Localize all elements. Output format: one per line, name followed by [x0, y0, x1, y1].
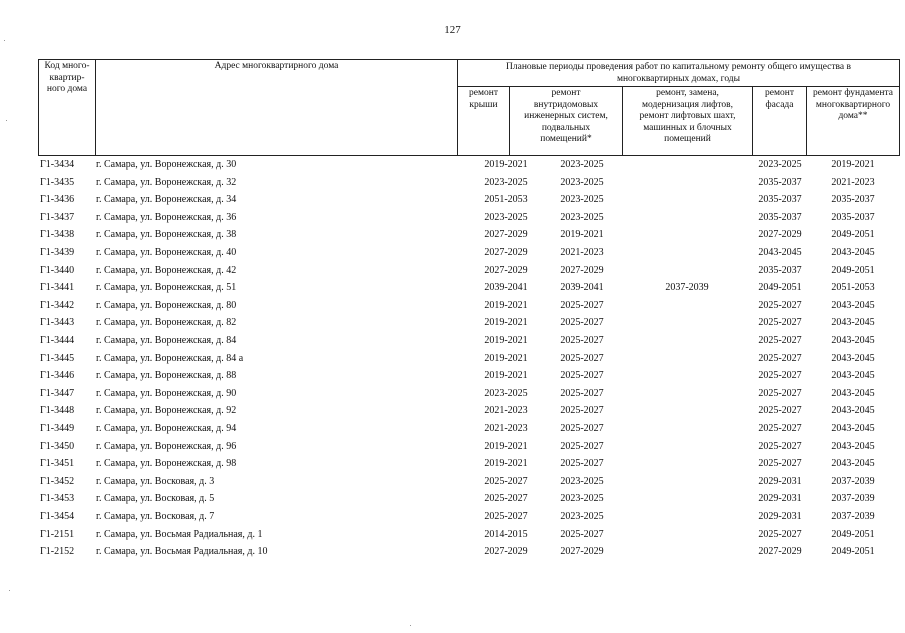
cell-roof: 2019-2021 — [484, 370, 528, 382]
cell-address: г. Самара, ул. Восьмая Радиальная, д. 10 — [96, 546, 268, 558]
cell-code: Г1-3441 — [40, 282, 75, 294]
cell-facade: 2025-2027 — [758, 528, 802, 540]
cell-internal: 2023-2025 — [560, 159, 604, 170]
cell-foundation: 2043-2045 — [831, 440, 875, 452]
cell-internal: 2023-2025 — [560, 176, 604, 188]
cell-roof: 2039-2041 — [484, 282, 528, 294]
cell-roof: 2021-2023 — [484, 423, 528, 434]
cell-address: г. Самара, ул. Воронежская, д. 82 — [96, 317, 237, 329]
cell-facade: 2025-2027 — [758, 299, 802, 311]
cell-internal: 2025-2027 — [560, 352, 604, 364]
cell-roof: 2023-2025 — [484, 211, 528, 223]
cell-roof: 2025-2027 — [484, 493, 528, 505]
table-row — [38, 262, 900, 280]
cell-facade: 2049-2051 — [758, 282, 802, 294]
cell-foundation: 2043-2045 — [831, 299, 875, 311]
cell-code: Г1-3449 — [40, 423, 75, 434]
table-row — [38, 314, 900, 332]
cell-facade: 2025-2027 — [758, 405, 802, 417]
cell-facade: 2035-2037 — [758, 176, 802, 188]
cell-facade: 2025-2027 — [758, 440, 802, 452]
header-internal: ремонт внутридомовых инженерных систем, подвальных помещений* — [509, 86, 623, 156]
cell-facade: 2029-2031 — [758, 511, 802, 522]
cell-foundation: 2035-2037 — [831, 194, 875, 206]
cell-address: г. Самара, ул. Воронежская, д. 84 — [96, 335, 237, 346]
cell-roof: 2051-2053 — [484, 194, 528, 206]
cell-roof: 2019-2021 — [484, 299, 528, 311]
cell-foundation: 2049-2051 — [831, 528, 875, 540]
table-row — [38, 508, 900, 526]
cell-internal: 2021-2023 — [560, 247, 604, 258]
cell-address: г. Самара, ул. Восковая, д. 7 — [96, 511, 215, 522]
cell-internal: 2025-2027 — [560, 405, 604, 417]
cell-internal: 2025-2027 — [560, 387, 604, 399]
header-lift: ремонт, замена, модернизация лифтов, ремонт лифтовых шахт, машинных и блочных помещений — [622, 86, 753, 156]
table-row — [38, 244, 900, 262]
cell-address: г. Самара, ул. Восковая, д. 5 — [96, 493, 215, 505]
cell-address: г. Самара, ул. Воронежская, д. 84 а — [96, 352, 244, 364]
cell-address: г. Самара, ул. Воронежская, д. 38 — [96, 229, 237, 241]
cell-internal: 2027-2029 — [560, 546, 604, 558]
cell-roof: 2019-2021 — [484, 352, 528, 364]
cell-address: г. Самара, ул. Воронежская, д. 36 — [96, 211, 237, 223]
header-address: Адрес многоквартирного дома — [95, 59, 458, 156]
scan-speck — [410, 625, 411, 626]
cell-address: г. Самара, ул. Воронежская, д. 98 — [96, 458, 237, 470]
cell-foundation: 2051-2053 — [831, 282, 875, 294]
header-foundation: ремонт фундамента многоквартирного дома** — [806, 86, 900, 156]
table-row — [38, 156, 900, 174]
cell-foundation: 2043-2045 — [831, 352, 875, 364]
cell-lift: 2037-2039 — [665, 282, 709, 294]
cell-code: Г1-2151 — [40, 528, 75, 540]
cell-code: Г1-3436 — [40, 194, 75, 206]
cell-foundation: 2037-2039 — [831, 511, 875, 522]
table-row — [38, 350, 900, 368]
cell-code: Г1-3447 — [40, 387, 75, 399]
cell-facade: 2025-2027 — [758, 335, 802, 346]
table-row — [38, 209, 900, 227]
cell-internal: 2025-2027 — [560, 370, 604, 382]
cell-internal: 2025-2027 — [560, 528, 604, 540]
cell-roof: 2019-2021 — [484, 458, 528, 470]
cell-internal: 2025-2027 — [560, 335, 604, 346]
cell-internal: 2023-2025 — [560, 194, 604, 206]
cell-facade: 2027-2029 — [758, 229, 802, 241]
cell-internal: 2025-2027 — [560, 299, 604, 311]
header-code: Код много- квартир- ного дома — [38, 59, 96, 156]
cell-code: Г1-3454 — [40, 511, 75, 522]
cell-roof: 2027-2029 — [484, 264, 528, 276]
cell-internal: 2023-2025 — [560, 211, 604, 223]
cell-internal: 2039-2041 — [560, 282, 604, 294]
cell-roof: 2019-2021 — [484, 159, 528, 170]
header-roof: ремонт крыши — [457, 86, 510, 156]
cell-foundation: 2043-2045 — [831, 317, 875, 329]
cell-facade: 2029-2031 — [758, 475, 802, 487]
table-row — [38, 297, 900, 315]
cell-code: Г1-3445 — [40, 352, 75, 364]
page-number: 127 — [444, 24, 461, 36]
cell-code: Г1-3438 — [40, 229, 75, 241]
cell-facade: 2025-2027 — [758, 317, 802, 329]
table-row — [38, 174, 900, 192]
cell-code: Г1-3434 — [40, 159, 75, 170]
cell-internal: 2025-2027 — [560, 317, 604, 329]
cell-code: Г1-3450 — [40, 440, 75, 452]
cell-address: г. Самара, ул. Воронежская, д. 80 — [96, 299, 237, 311]
cell-code: Г1-3453 — [40, 493, 75, 505]
cell-roof: 2023-2025 — [484, 176, 528, 188]
cell-address: г. Самара, ул. Восковая, д. 3 — [96, 475, 215, 487]
cell-foundation: 2043-2045 — [831, 405, 875, 417]
scan-speck — [9, 590, 10, 591]
table-row — [38, 526, 900, 544]
cell-foundation: 2019-2021 — [831, 159, 875, 170]
cell-roof: 2023-2025 — [484, 387, 528, 399]
cell-foundation: 2043-2045 — [831, 370, 875, 382]
scan-speck — [6, 120, 7, 121]
table-row — [38, 385, 900, 403]
cell-address: г. Самара, ул. Воронежская, д. 40 — [96, 247, 237, 258]
table-row — [38, 543, 900, 561]
table-row — [38, 438, 900, 456]
table-row — [38, 455, 900, 473]
cell-code: Г1-3442 — [40, 299, 75, 311]
cell-roof: 2019-2021 — [484, 317, 528, 329]
table-row — [38, 332, 900, 350]
cell-facade: 2027-2029 — [758, 546, 802, 558]
cell-address: г. Самара, ул. Воронежская, д. 88 — [96, 370, 237, 382]
cell-internal: 2025-2027 — [560, 440, 604, 452]
cell-facade: 2035-2037 — [758, 211, 802, 223]
cell-address: г. Самара, ул. Воронежская, д. 34 — [96, 194, 237, 206]
table-row — [38, 191, 900, 209]
cell-code: Г1-2152 — [40, 546, 75, 558]
cell-facade: 2023-2025 — [758, 159, 802, 170]
cell-address: г. Самара, ул. Воронежская, д. 30 — [96, 159, 237, 170]
scan-speck — [4, 40, 5, 41]
cell-foundation: 2049-2051 — [831, 546, 875, 558]
cell-address: г. Самара, ул. Воронежская, д. 92 — [96, 405, 237, 417]
cell-internal: 2025-2027 — [560, 423, 604, 434]
table-row — [38, 490, 900, 508]
cell-code: Г1-3440 — [40, 264, 75, 276]
cell-roof: 2019-2021 — [484, 335, 528, 346]
cell-internal: 2025-2027 — [560, 458, 604, 470]
cell-foundation: 2021-2023 — [831, 176, 875, 188]
table-row — [38, 420, 900, 438]
header-periods: Плановые периоды проведения работ по капитальному ремонту общего имущества в многоквартирных домах, годы — [457, 59, 900, 87]
table-row — [38, 473, 900, 491]
table-row — [38, 367, 900, 385]
cell-facade: 2025-2027 — [758, 458, 802, 470]
cell-address: г. Самара, ул. Восьмая Радиальная, д. 1 — [96, 528, 263, 540]
cell-facade: 2035-2037 — [758, 264, 802, 276]
cell-roof: 2025-2027 — [484, 511, 528, 522]
cell-foundation: 2035-2037 — [831, 211, 875, 223]
cell-code: Г1-3439 — [40, 247, 75, 258]
cell-internal: 2023-2025 — [560, 511, 604, 522]
cell-address: г. Самара, ул. Воронежская, д. 94 — [96, 423, 237, 434]
cell-roof: 2014-2015 — [484, 528, 528, 540]
cell-code: Г1-3444 — [40, 335, 75, 346]
cell-facade: 2029-2031 — [758, 493, 802, 505]
cell-address: г. Самара, ул. Воронежская, д. 90 — [96, 387, 237, 399]
cell-internal: 2023-2025 — [560, 493, 604, 505]
cell-foundation: 2043-2045 — [831, 458, 875, 470]
cell-foundation: 2037-2039 — [831, 475, 875, 487]
cell-roof: 2027-2029 — [484, 546, 528, 558]
cell-code: Г1-3451 — [40, 458, 75, 470]
cell-internal: 2023-2025 — [560, 475, 604, 487]
cell-roof: 2021-2023 — [484, 405, 528, 417]
cell-roof: 2027-2029 — [484, 229, 528, 241]
table-row — [38, 279, 900, 297]
cell-foundation: 2043-2045 — [831, 335, 875, 346]
cell-roof: 2019-2021 — [484, 440, 528, 452]
cell-facade: 2025-2027 — [758, 352, 802, 364]
cell-foundation: 2049-2051 — [831, 229, 875, 241]
cell-code: Г1-3435 — [40, 176, 75, 188]
cell-foundation: 2049-2051 — [831, 264, 875, 276]
cell-facade: 2025-2027 — [758, 423, 802, 434]
cell-foundation: 2043-2045 — [831, 423, 875, 434]
cell-roof: 2027-2029 — [484, 247, 528, 258]
cell-facade: 2025-2027 — [758, 370, 802, 382]
cell-code: Г1-3446 — [40, 370, 75, 382]
cell-code: Г1-3443 — [40, 317, 75, 329]
cell-address: г. Самара, ул. Воронежская, д. 42 — [96, 264, 237, 276]
cell-roof: 2025-2027 — [484, 475, 528, 487]
cell-facade: 2043-2045 — [758, 247, 802, 258]
table-row — [38, 402, 900, 420]
cell-foundation: 2043-2045 — [831, 247, 875, 258]
cell-code: Г1-3437 — [40, 211, 75, 223]
cell-internal: 2027-2029 — [560, 264, 604, 276]
table-row — [38, 226, 900, 244]
cell-foundation: 2037-2039 — [831, 493, 875, 505]
cell-code: Г1-3452 — [40, 475, 75, 487]
cell-address: г. Самара, ул. Воронежская, д. 96 — [96, 440, 237, 452]
cell-address: г. Самара, ул. Воронежская, д. 32 — [96, 176, 237, 188]
cell-facade: 2025-2027 — [758, 387, 802, 399]
cell-foundation: 2043-2045 — [831, 387, 875, 399]
cell-code: Г1-3448 — [40, 405, 75, 417]
cell-facade: 2035-2037 — [758, 194, 802, 206]
cell-address: г. Самара, ул. Воронежская, д. 51 — [96, 282, 237, 294]
header-facade: ремонт фасада — [752, 86, 807, 156]
cell-internal: 2019-2021 — [560, 229, 604, 241]
